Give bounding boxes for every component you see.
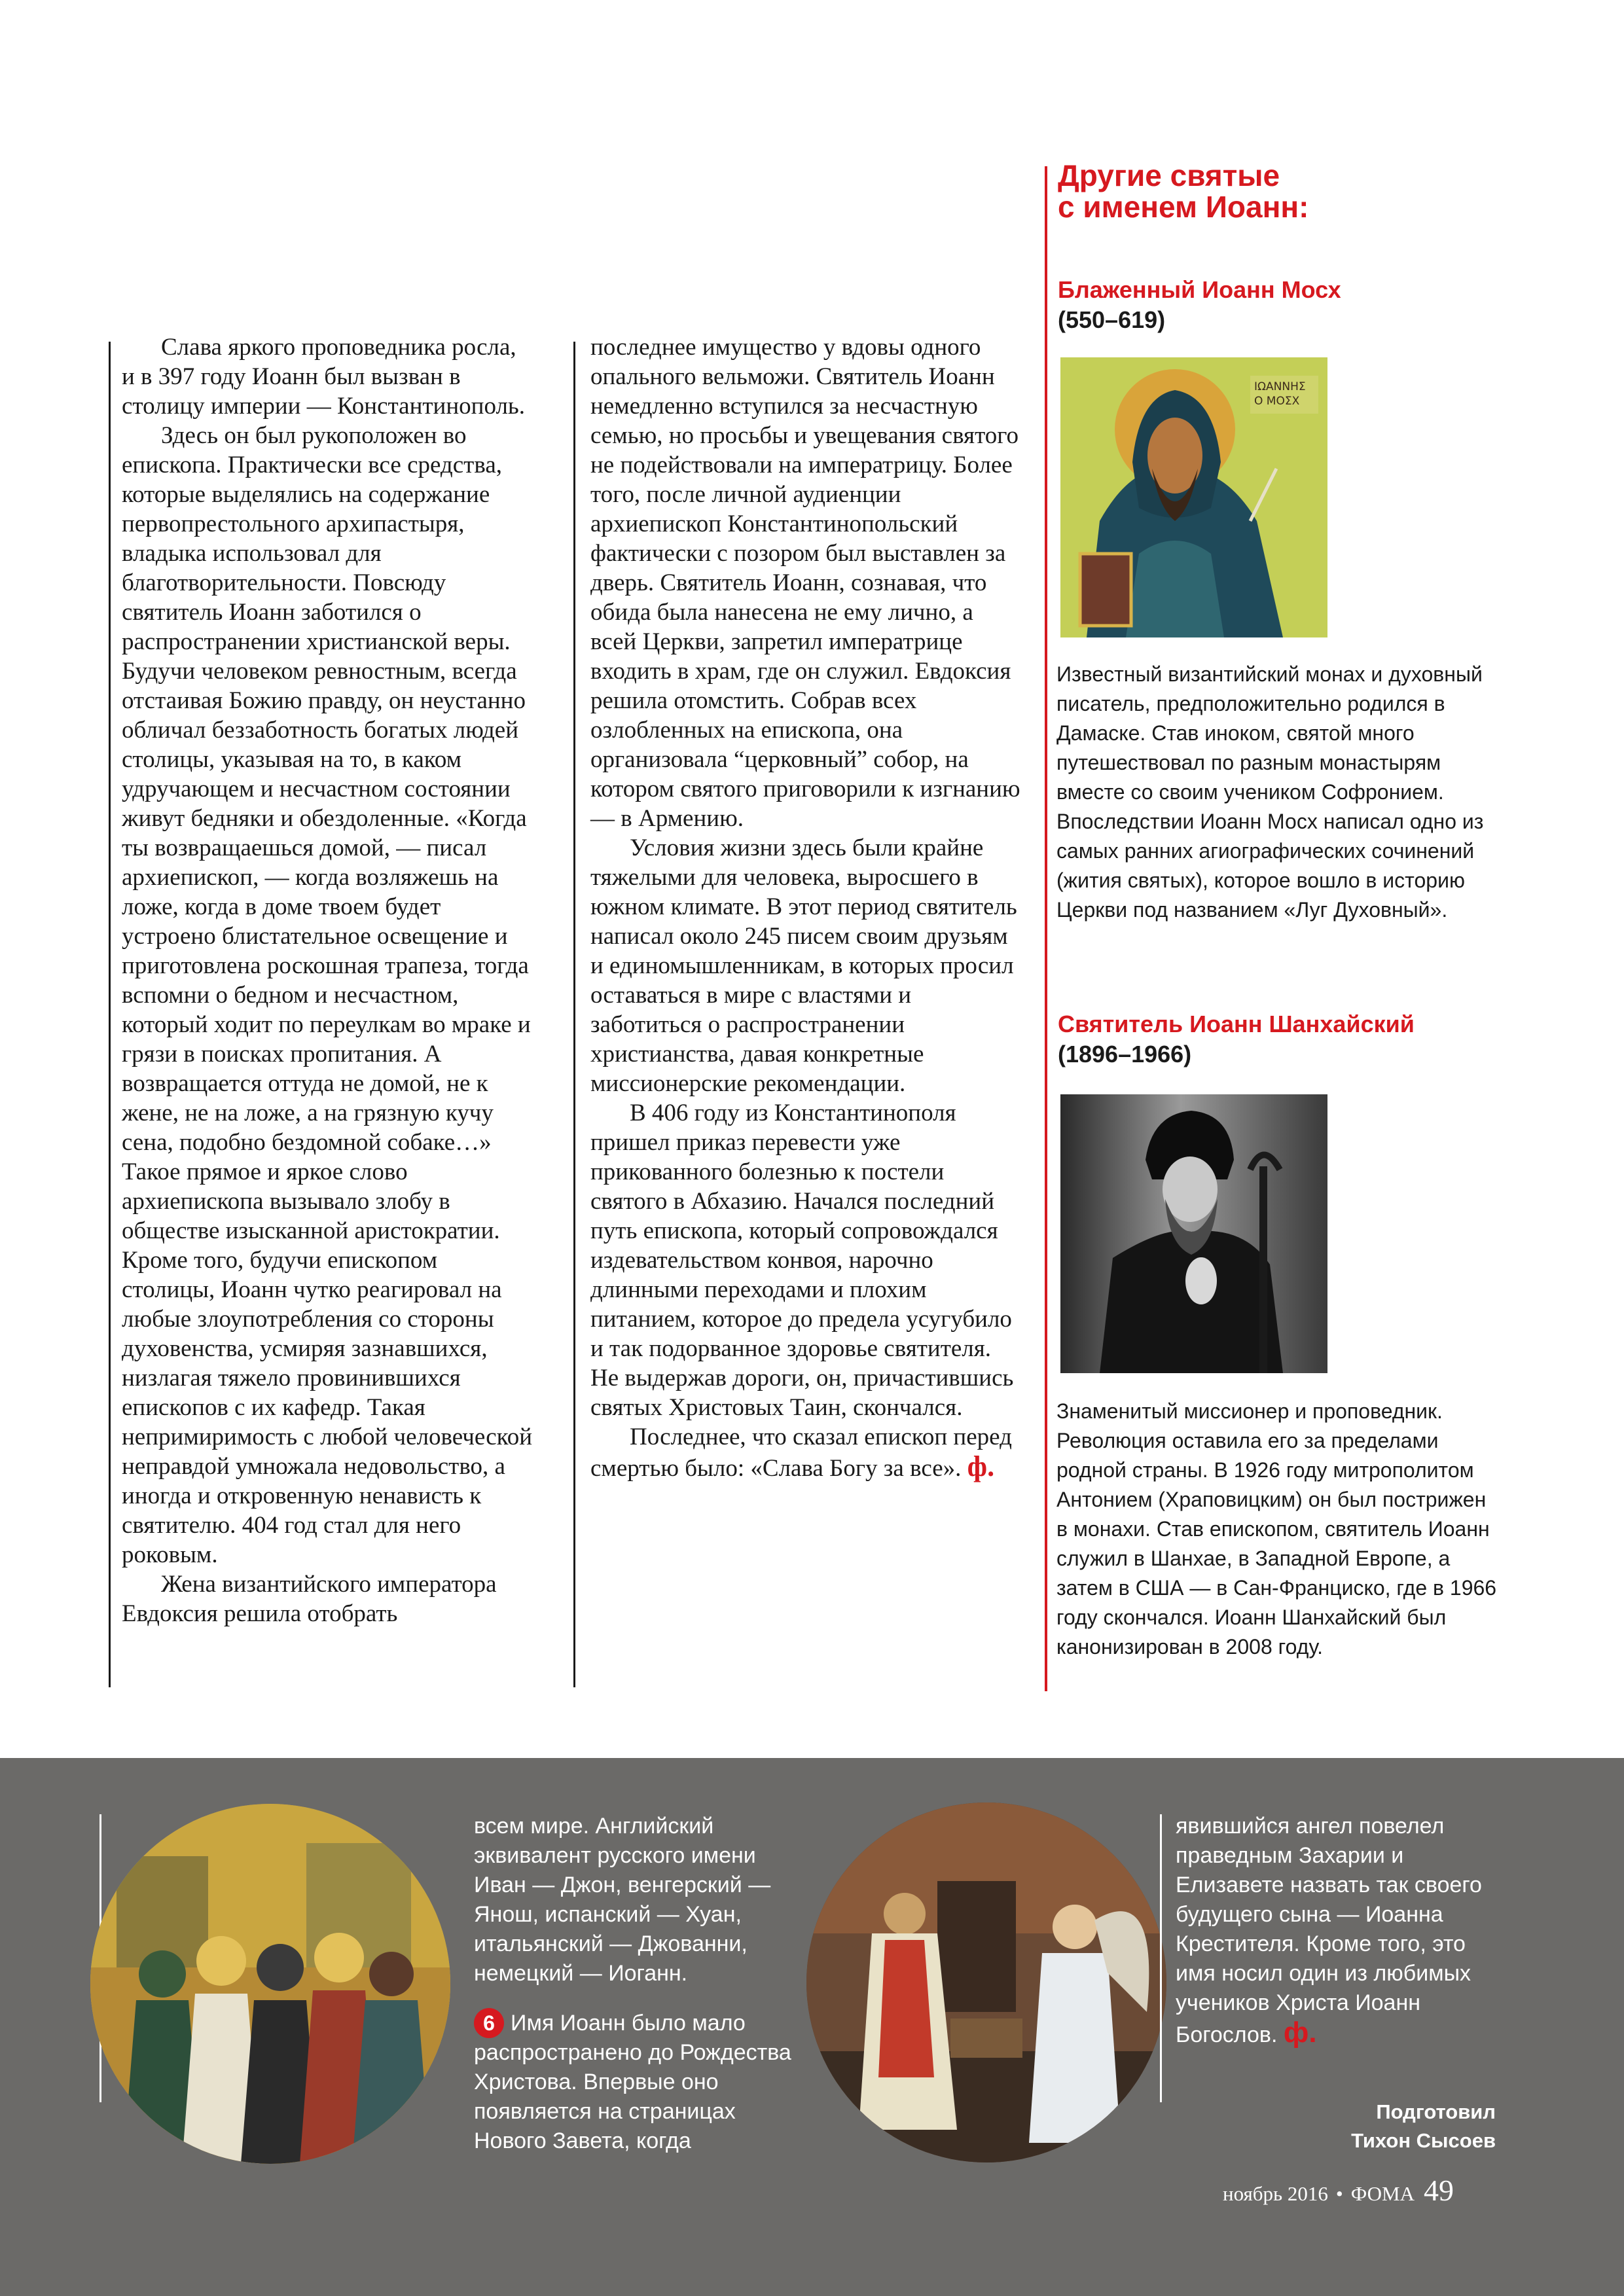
saint-years: (1896–1966) xyxy=(1058,1041,1192,1067)
end-mark-icon: ф. xyxy=(967,1450,995,1482)
closing-text: Последнее, что сказал епископ перед смертью было: «Слава Богу за все». xyxy=(590,1424,1012,1482)
fresco-circle-image xyxy=(90,1804,450,2164)
photo-ioann-shanghai-image xyxy=(1060,1094,1327,1373)
saint-name: Блаженный Иоанн Мосх xyxy=(1058,276,1341,303)
bullet-icon: • xyxy=(1335,2182,1343,2205)
saint-heading xyxy=(1058,1009,1415,1069)
footer-date: ноябрь 2016 xyxy=(1223,2182,1328,2205)
icon-caption: ΙΩΑΝΝΗΣ Ο ΜΟΣΧ xyxy=(1254,380,1306,408)
author-credit xyxy=(1351,2098,1496,2155)
credit-label: Подготовил xyxy=(1376,2100,1496,2123)
end-mark-icon: ф. xyxy=(1283,2017,1317,2049)
paragraph: Жена византийского императора Евдоксия решила отобрать xyxy=(122,1571,497,1627)
fact-number-badge: 6 xyxy=(474,2008,504,2038)
page-number: 49 xyxy=(1424,2174,1454,2207)
column-rule-middle xyxy=(573,342,575,1687)
sidebar-rule xyxy=(1045,166,1047,1691)
fact-text: Имя Иоанн было мало распространено до Рождества Христова. Впервые оно появляется на страницах Нового Завета, когда xyxy=(474,2011,791,2153)
band-column-a xyxy=(474,1812,801,2156)
sidebar-title-line: с именем Иоанн: xyxy=(1058,190,1309,224)
band-rule-right xyxy=(1160,1814,1162,2102)
paragraph: В 406 году из Константинополя пришел приказ перевести уже прикованного болезнью к постели святого в Абхазию. Начался последний путь епископа, который сопровождался издевательством конвоя, нарочно длинными переходами и плохим питанием, которое до предела усугубило и так подорванное здоровье святителя. Не выдержав дороги, он, причастившись святых Христовых Таин, скончался. xyxy=(590,1100,1014,1421)
saint-years: (550–619) xyxy=(1058,306,1166,333)
saint-name: Святитель Иоанн Шанхайский xyxy=(1058,1011,1415,1037)
credit-author: Тихон Сысоев xyxy=(1351,2129,1496,2152)
article-column-2 xyxy=(590,332,1022,1483)
saint-heading xyxy=(1058,275,1341,335)
paragraph: всем мире. Английский эквивалент русского имени Иван — Джон, венгерский — Янош, испанский — Хуан, итальянский — Джованни, немецкий — Иоганн. xyxy=(474,1814,771,1986)
column-rule-left xyxy=(109,342,111,1687)
paragraph: Слава яркого проповедника росла, и в 397 году Иоанн был вызван в столицу империи — Константинополь. xyxy=(122,334,526,420)
article-column-1 xyxy=(122,332,533,1628)
fact-text: явившийся ангел повелел праведным Захарии и Елизавете назвать так своего будущего сына — Иоанна Крестителя. Кроме того, это имя носил один из любимых учеников Христа Иоанн Богослов. xyxy=(1176,1814,1482,2047)
paragraph: Условия жизни здесь были крайне тяжелыми для человека, выросшего в южном климате. В этот период святитель написал около 245 писем своим друзьям и единомышленникам, в которых просил оставаться в мире с властями и заботиться о распространении христианства, давая конкретные миссионерские рекомендации. xyxy=(590,834,1017,1097)
saint-description: Знаменитый миссионер и проповедник. Революция оставила его за пределами родной страны. В 1926 году митрополитом Антонием (Храповицким) он был пострижен в монахи. Став епископом, святитель Иоанн служил в Шанхае, в Западной Европе, а затем в США — в Сан-Франциско, где в 1966 году скончался. Иоанн Шанхайский был канонизирован в 2008 году. xyxy=(1056,1399,1497,1659)
footer-magazine: ФОМА xyxy=(1350,2182,1415,2205)
saint-description: Известный византийский монах и духовный писатель, предположительно родился в Дамаске. Став иноком, святой много путешествовал по разным монастырям вместе со своим учеником Софронием. Впоследствии Иоанн Мосх написал одно из самых ранних агиографических сочинений (жития святых), которое вошло в историю Церкви под названием «Луг Духовный». xyxy=(1056,662,1484,922)
paragraph: последнее имущество у вдовы одного опального вельможи. Святитель Иоанн немедленно вступился за несчастную семью, но просьбы и увещевания святого не подействовали на императрицу. Более того, после личной аудиенции архиепископ Константинопольский фактически с позором был выставлен за дверь. Святитель Иоанн, сознавая, что обида была нанесена не ему лично, а всей Церкви, запретил императрице входить в храм, где он служил. Евдоксия решила отомстить. Собрав всех озлобленных на епископа, она организовала “церковный” собор, на котором святого приговорили к изгнанию — в Армению. xyxy=(590,334,1020,832)
paragraph: Здесь он был рукоположен во епископа. Практически все средства, которые выделялись на содержание первопрестольного архипастыря, владыка использовал для благотворительности. Повсюду святитель Иоанн заботился о распространении христианской веры. Будучи человеком ревностным, всегда отстаивая Божию правду, он неустанно обличал беззаботность богатых людей столицы, указывая на то, в каком удручающем и несчастном состоянии живут бедняки и обездоленные. «Когда ты возвращаешься домой, — писал архиепископ, — когда возляжешь на ложе, когда в доме твоем будет устроено блистательное освещение и приготовлена роскошная трапеза, тогда вспомни о бедном и несчастном, который ходит по переулкам во мраке и грязи в поисках пропитания. А возвращается оттуда не домой, не к жене, не на ложе, а на грязную кучу сена, подобно бездомной собаке…» Такое прямое и яркое слово архиепископа вызывало злобу в обществе изысканной аристократии. Кроме того, будучи епископом столицы, Иоанн чутко реагировал на любые злоупотребления со стороны духовенства, усмиряя зазнавшихся, низлагая тяжело провинившихся епископов с их кафедр. Такая непримиримость с любой человеческой неправдой умножала недовольство, а иногда и откровенную ненависть к святителю. 404 год стал для него роковым. xyxy=(122,422,533,1568)
annunciation-circle-image xyxy=(806,1803,1166,2162)
paragraph xyxy=(590,1422,1022,1483)
page-footer xyxy=(1223,2173,1454,2208)
paragraph xyxy=(474,2008,801,2156)
sidebar-title-line: Другие святые xyxy=(1058,158,1280,192)
band-column-b xyxy=(1176,1812,1503,2050)
sidebar-title xyxy=(1058,160,1308,223)
icon-ioann-moschus-image xyxy=(1060,357,1327,637)
paragraph xyxy=(1176,1812,1503,2050)
